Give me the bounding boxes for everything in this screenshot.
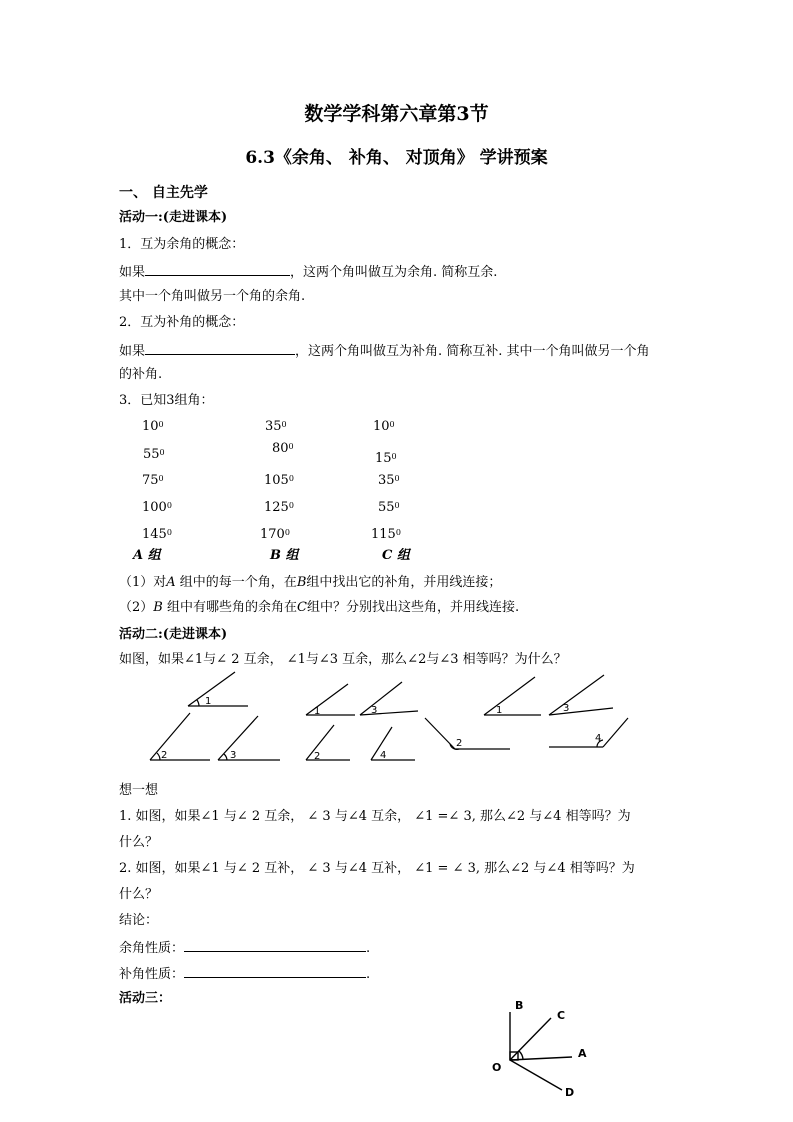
fig3-label-1: 1 <box>496 705 503 716</box>
item2-title: 2．互为补角的概念： <box>119 315 245 330</box>
q1-group-a: A <box>166 575 176 590</box>
q1-mid: 组中的每一个角，在 <box>175 575 297 590</box>
fig3-label-4: 4 <box>595 733 602 744</box>
think-heading: 想一想 <box>119 783 159 798</box>
item2-suffix: ，这两个角叫做互为补角. 简称互补. 其中一个角叫做另一个角 <box>295 344 650 359</box>
think-q1-line1: 1. 如图，如果∠1 与∠ 2 互余， ∠ 3 与∠4 互余， ∠1 =∠ 3, 那么∠2 与∠4 相等吗？为 <box>119 809 631 824</box>
degree-mark: 0 <box>166 528 172 537</box>
item2-prefix: 如果 <box>119 344 146 359</box>
complement-property-label: 余角性质： <box>119 941 185 956</box>
degree-mark: 0 <box>288 442 294 451</box>
group-c-angle-value: 10 <box>373 419 390 434</box>
group-a-angle-value: 75 <box>142 473 159 488</box>
group-c-angle-value: 15 <box>375 451 392 466</box>
item1-line2: 其中一个角叫做另一个角的余角. <box>119 289 306 304</box>
section-heading: 一、 自主先学 <box>119 185 208 201</box>
item3-title: 3．已知3组角： <box>119 393 214 408</box>
fig1-label-3: 3 <box>230 750 237 761</box>
item1-title: 1．互为余角的概念： <box>119 237 245 252</box>
group-c-angle-value: 115 <box>371 527 396 542</box>
group-a-angle-value: 10 <box>142 419 159 434</box>
fig3-label-3: 3 <box>563 703 570 714</box>
act3-label-d: D <box>565 1086 575 1099</box>
group-b-angle-value: 170 <box>260 527 285 542</box>
degree-mark: 0 <box>166 501 172 510</box>
degree-mark: 0 <box>158 474 164 483</box>
group-a-angle-value: 55 <box>143 447 160 462</box>
q2-mid: 组中有哪些角的余角在 <box>162 600 297 615</box>
group-a-angle-value: 100 <box>142 500 167 515</box>
degree-mark: 0 <box>389 420 395 429</box>
degree-mark: 0 <box>159 448 165 457</box>
complement-property-blank[interactable] <box>184 938 366 952</box>
group-b-angle-value: 125 <box>264 500 289 515</box>
group-label-b: B 组 <box>270 548 299 563</box>
degree-mark: 0 <box>394 501 400 510</box>
item2-line2: 的补角. <box>119 367 163 382</box>
group-c-angle-value: 55 <box>378 500 395 515</box>
fig2-label-1: 1 <box>314 706 321 717</box>
group-label-c: C 组 <box>382 548 410 563</box>
q2-suffix: 组中？分别找出这些角，并用线连接. <box>306 600 520 615</box>
complement-property <box>119 938 370 958</box>
think-q1-line2: 什么？ <box>119 835 159 850</box>
group-c-angle-value: 35 <box>378 473 395 488</box>
item1-suffix: ，这两个角叫做互为余角. 简称互余. <box>290 265 498 280</box>
degree-mark: 0 <box>281 420 287 429</box>
activity3-heading: 活动三： <box>119 991 172 1006</box>
degree-mark: 0 <box>158 420 164 429</box>
fig1-label-2: 2 <box>161 750 168 761</box>
activity1-heading: 活动一:(走进课本) <box>119 210 228 225</box>
complement-property-period: . <box>366 941 371 956</box>
fig1-label-1: 1 <box>205 696 212 707</box>
q1-suffix: 组中找出它的补角，并用线连接； <box>306 575 502 590</box>
think-q2-line1: 2. 如图，如果∠1 与∠ 2 互补， ∠ 3 与∠4 互补， ∠1 = ∠ 3, 那么∠2 与∠4 相等吗？为 <box>119 861 635 876</box>
page-title: 数学学科第六章第3节 <box>304 103 489 125</box>
fig3-label-2: 2 <box>456 738 463 749</box>
q2-group-b: B <box>153 600 163 615</box>
degree-mark: 0 <box>395 528 401 537</box>
degree-mark: 0 <box>284 528 290 537</box>
degree-mark: 0 <box>288 501 294 510</box>
supplement-property <box>119 964 370 984</box>
degree-mark: 0 <box>391 452 397 461</box>
activity2-heading: 活动二:(走进课本) <box>119 627 228 642</box>
q2-prefix: （2） <box>119 600 154 615</box>
group-b-angle-value: 80 <box>272 441 289 456</box>
group-label-a: A 组 <box>133 548 161 563</box>
group-b-angle-value: 35 <box>265 419 282 434</box>
fig2-label-3: 3 <box>371 705 378 716</box>
activity2-question: 如图，如果∠1与∠ 2 互余， ∠1与∠3 互余，那么∠2与∠3 相等吗？为什么？ <box>119 652 567 667</box>
q1-group-b: B <box>296 575 307 590</box>
page-subtitle: 6.3《余角、 补角、 对顶角》 学讲预案 <box>245 148 548 168</box>
q1-prefix: （1）对 <box>119 575 167 590</box>
supplement-property-label: 补角性质： <box>119 967 185 982</box>
conclusion-label: 结论： <box>119 913 159 928</box>
act3-label-b: B <box>515 999 524 1012</box>
group-a-angle-value: 145 <box>142 527 167 542</box>
q2-group-c: C <box>296 600 307 615</box>
degree-mark: 0 <box>288 474 294 483</box>
group-b-angle-value: 105 <box>264 473 289 488</box>
act3-label-o: O <box>492 1061 502 1074</box>
act3-label-a: A <box>578 1047 587 1060</box>
supplement-property-blank[interactable] <box>184 964 366 978</box>
supplement-property-period: . <box>366 967 371 982</box>
think-q2-line2: 什么？ <box>119 887 159 902</box>
degree-mark: 0 <box>394 474 400 483</box>
act3-label-c: C <box>557 1009 566 1022</box>
fig2-label-2: 2 <box>314 751 321 762</box>
item1-prefix: 如果 <box>119 265 146 280</box>
fig2-label-4: 4 <box>380 750 387 761</box>
